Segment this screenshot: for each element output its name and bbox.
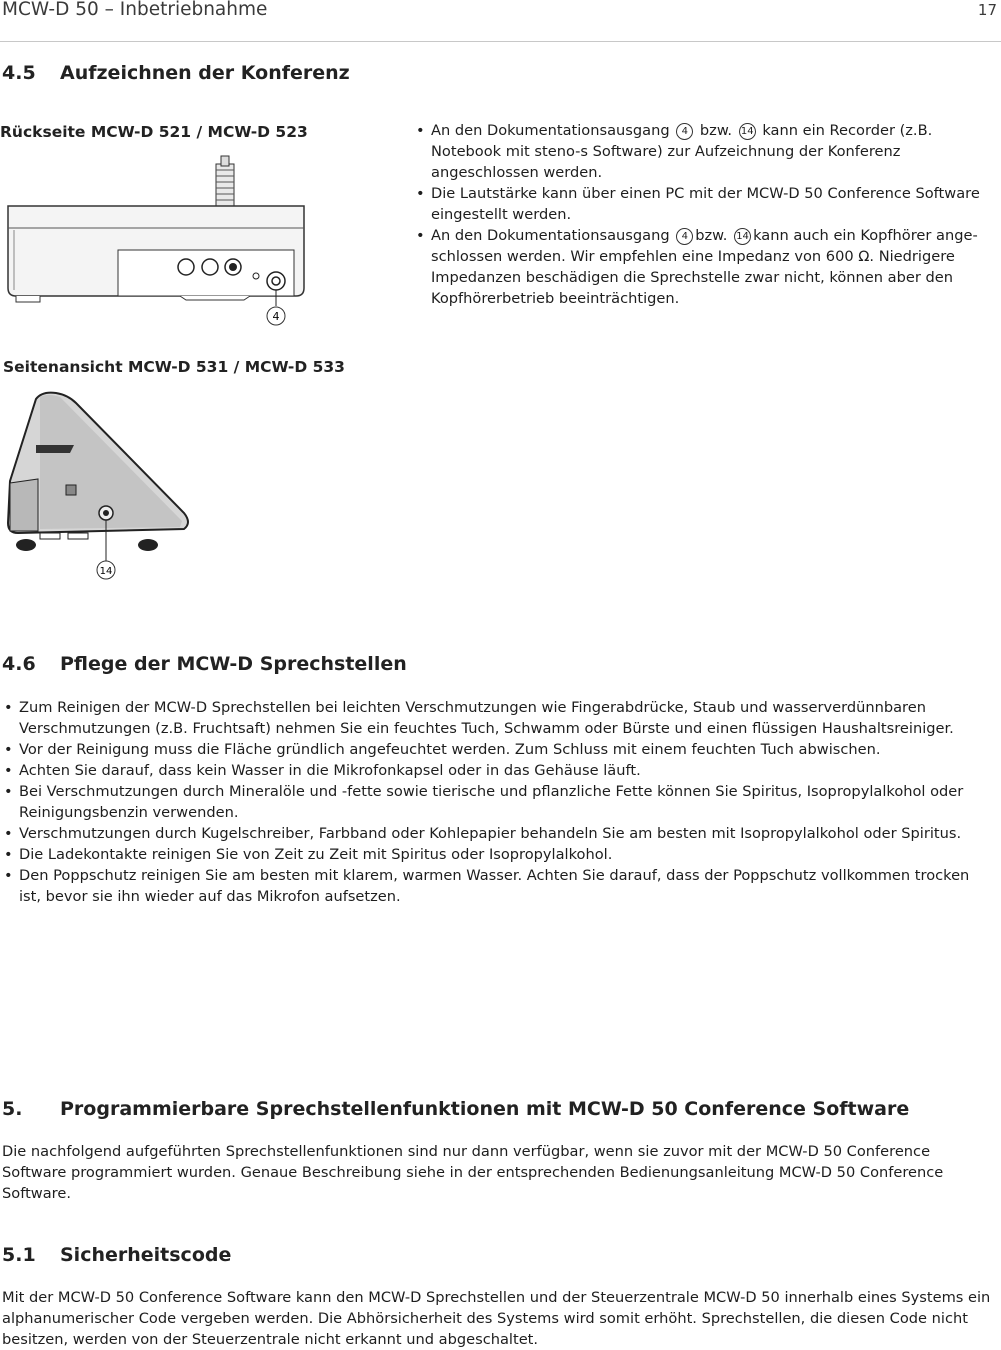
callout-14-icon: 14 xyxy=(734,228,751,245)
section-number: 4.5 xyxy=(2,62,36,84)
list-item: • Achten Sie darauf, dass kein Wasser in die Mikrofonkapsel oder in das Gehäuse läuft. xyxy=(2,760,992,781)
list-item: • An den Dokumentationsausgang 4 bzw. 14 kann auch ein Kopfhörer ange-schlossen werden. Wir empfehlen eine Impedanz von 600 Ω. Niedrigere Impedanzen beschädigen die Sprechstelle zwar nicht, können aber den Kopfhörerbetrieb beeinträchtigen. xyxy=(414,225,986,309)
list-item: • Zum Reinigen der MCW-D Sprechstellen bei leichten Verschmutzungen wie Fingerabdrücke, Staub und wasserverdünnbaren Verschmutzungen (z.B. Fruchtsaft) nehmen Sie ein feuchtes Tuch, Schwamm oder Bürste und einen flüssigen Haushaltsreiniger. xyxy=(2,697,992,739)
header-divider xyxy=(0,41,1001,42)
side-view-caption: Seitenansicht MCW-D 531 / MCW-D 533 xyxy=(3,358,345,376)
section-title: Sicherheitscode xyxy=(60,1244,232,1266)
section-number: 5.1 xyxy=(2,1244,36,1266)
section-number: 5. xyxy=(2,1098,23,1120)
section-4-5-bullet-list xyxy=(414,120,986,309)
rear-view-caption: Rückseite MCW-D 521 / MCW-D 523 xyxy=(0,123,308,141)
side-view-illustration xyxy=(0,385,200,585)
list-item: • Verschmutzungen durch Kugelschreiber, Farbband oder Kohlepapier behandeln Sie am besten mit Isopropylalkohol oder Spiritus. xyxy=(2,823,992,844)
callout-side-label: 14 xyxy=(99,566,113,577)
callout-14-icon: 14 xyxy=(739,123,756,140)
page-number: 17 xyxy=(977,1,997,19)
section-4-6-heading xyxy=(2,653,407,675)
section-title: Pflege der MCW-D Sprechstellen xyxy=(60,653,407,675)
section-5-paragraph: Die nachfolgend aufgeführten Sprechstellenfunktionen sind nur dann verfügbar, wenn sie zuvor mit der MCW-D 50 Conference Software programmiert wurden. Genaue Beschreibung siehe in der entsprechenden Bedienungsanleitung MCW-D 50 Conference Software. xyxy=(2,1143,944,1202)
list-item: • Bei Verschmutzungen durch Mineralöle und -fette sowie tierische und pflanzliche Fette können Sie Spiritus, Isopropylalkohol oder Reinigungsbenzin verwenden. xyxy=(2,781,992,823)
list-item: • Vor der Reinigung muss die Fläche gründlich angefeuchtet werden. Zum Schluss mit einem feuchten Tuch abwischen. xyxy=(2,739,992,760)
list-item: • An den Dokumentationsausgang 4 bzw. 14 kann ein Recorder (z.B. Notebook mit steno-s Software) zur Aufzeichnung der Konferenz angeschlossen werden. xyxy=(414,120,986,183)
list-item: • Die Ladekontakte reinigen Sie von Zeit zu Zeit mit Spiritus oder Isopropylalkohol. xyxy=(2,844,992,865)
rear-view-illustration xyxy=(0,150,320,330)
section-title: Aufzeichnen der Konferenz xyxy=(60,62,350,84)
running-header-title: MCW-D 50 – Inbetriebnahme xyxy=(2,0,268,20)
callout-4-icon: 4 xyxy=(676,228,693,245)
section-5-heading xyxy=(2,1098,910,1120)
list-item: • Den Poppschutz reinigen Sie am besten mit klarem, warmen Wasser. Achten Sie darauf, dass der Poppschutz vollkommen trocken ist, bevor sie ihn wieder auf das Mikrofon aufsetzen. xyxy=(2,865,992,907)
callout-4-icon: 4 xyxy=(676,123,693,140)
section-number: 4.6 xyxy=(2,653,36,675)
section-title: Programmierbare Sprechstellenfunktionen mit MCW-D 50 Conference Software xyxy=(60,1098,910,1120)
section-4-5-heading xyxy=(2,62,350,84)
callout-rear-label: 4 xyxy=(272,310,280,323)
section-4-6-bullet-list xyxy=(2,697,992,907)
section-5-1-heading xyxy=(2,1244,232,1266)
gooseneck-shape xyxy=(216,156,234,210)
list-item: • Die Lautstärke kann über einen PC mit der MCW-D 50 Conference Software eingestellt werden. xyxy=(414,183,986,225)
section-5-1-paragraph: Mit der MCW-D 50 Conference Software kann den MCW-D Sprechstellen und der Steuerzentrale MCW-D 50 innerhalb eines Systems ein alphanumerischer Code vergeben werden. Die Abhörsicherheit des Systems wird somit erhöht. Sprechstellen, die diesen Code nicht besitzen, werden von der Steuerzentrale nicht erkannt und abgeschaltet. xyxy=(2,1289,991,1348)
